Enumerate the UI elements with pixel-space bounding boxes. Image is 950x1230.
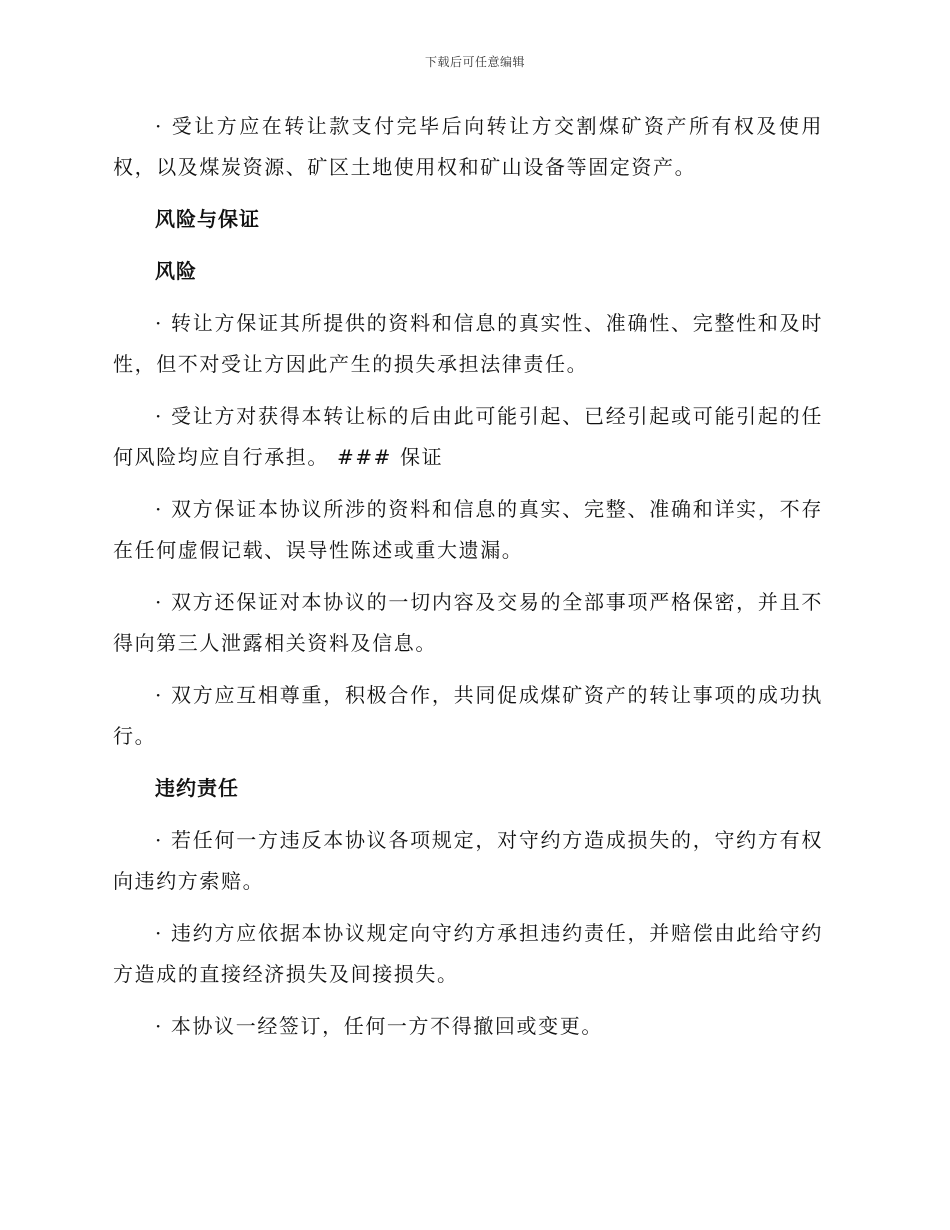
subsection-heading-risk: 风险 bbox=[155, 259, 197, 283]
section-heading-breach-liability: 违约责任 bbox=[155, 776, 239, 800]
document-body bbox=[113, 106, 823, 1058]
paragraph-cooperation: · 双方应互相尊重，积极合作，共同促成煤矿资产的转让事项的成功执行。 bbox=[113, 683, 823, 748]
paragraph-claim-compensation: · 若任何一方违反本协议各项规定，对守约方造成损失的，守约方有权向违约方索赔。 bbox=[113, 828, 823, 893]
paragraph-mutual-guarantee: · 双方保证本协议所涉的资料和信息的真实、完整、准确和详实，不存在任何虚假记载、误导性陈述或重大遗漏。 bbox=[113, 497, 823, 562]
paragraph-confidentiality: · 双方还保证对本协议的一切内容及交易的全部事项严格保密，并且不得向第三人泄露相关资料及信息。 bbox=[113, 590, 823, 655]
section-heading-risk-and-guarantee: 风险与保证 bbox=[155, 207, 260, 231]
header-note: 下载后可任意编辑 bbox=[424, 55, 525, 69]
paragraph-breach-compensation: · 违约方应依据本协议规定向守约方承担违约责任，并赔偿由此给守约方造成的直接经济损失及间接损失。 bbox=[113, 921, 823, 986]
paragraph-transferee-risk: · 受让方对获得本转让标的后由此可能引起、已经引起或可能引起的任何风险均应自行承担。 ### 保证 bbox=[113, 404, 823, 469]
paragraph-transfer-of-ownership: · 受让方应在转让款支付完毕后向转让方交割煤矿资产所有权及使用权，以及煤炭资源、矿区土地使用权和矿山设备等固定资产。 bbox=[113, 114, 823, 179]
paragraph-irrevocable: · 本协议一经签订，任何一方不得撤回或变更。 bbox=[155, 1014, 603, 1038]
paragraph-transferor-guarantee: · 转让方保证其所提供的资料和信息的真实性、准确性、完整性和及时性，但不对受让方因此产生的损失承担法律责任。 bbox=[113, 311, 823, 376]
